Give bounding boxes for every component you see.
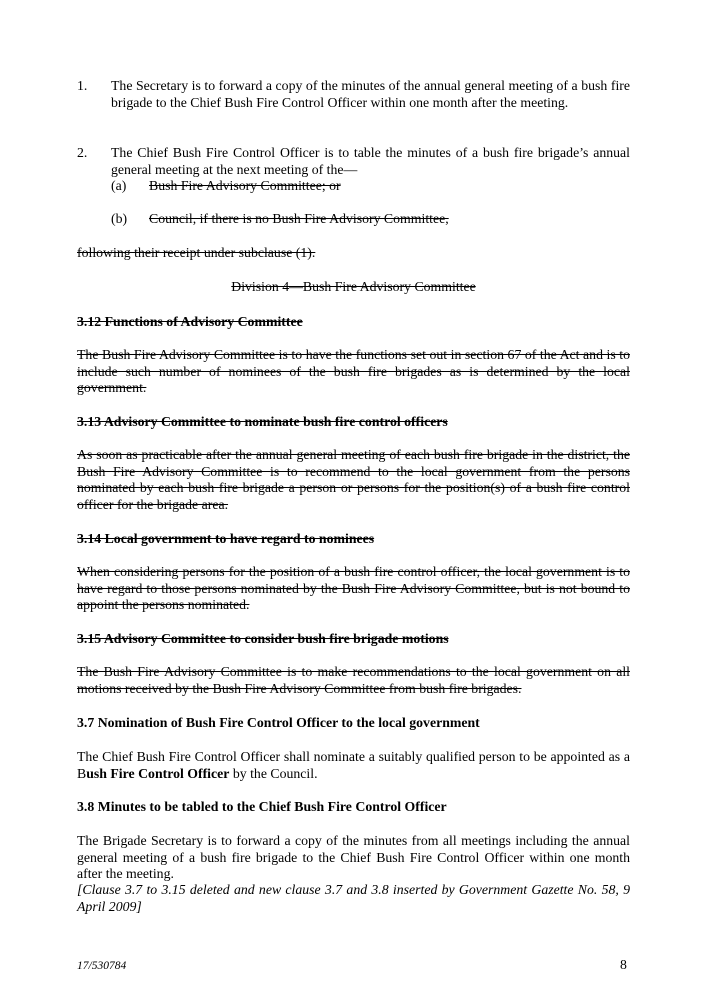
list-item-2 xyxy=(77,145,630,178)
section-3-15-body: The Bush Fire Advisory Committee is to make recommendations to the local government on all motions received by the Bush Fire Advisory Committee from bush fire brigades. xyxy=(77,664,630,696)
section-3-7-heading: 3.7 Nomination of Bush Fire Control Officer to the local government xyxy=(77,715,480,730)
document-reference: 17/530784 xyxy=(77,960,127,972)
sub-item-text: Council, if there is no Bush Fire Advisory Committee, xyxy=(149,211,449,226)
following-text: following their receipt under subclause (1). xyxy=(77,245,316,260)
section-3-8-heading: 3.8 Minutes to be tabled to the Chief Bush Fire Control Officer xyxy=(77,799,447,814)
page-number: 8 xyxy=(620,957,627,972)
list-item-1 xyxy=(77,78,630,111)
section-3-8-body: The Brigade Secretary is to forward a copy of the minutes from all meetings including the annual general meeting of a bush fire brigade to the Chief Bush Fire Control Officer within one month after the meeting. xyxy=(77,833,630,881)
division-title: Division 4—Bush Fire Advisory Committee xyxy=(231,279,476,294)
section-3-7-body-end: by the Council. xyxy=(229,765,318,781)
item-number: 2. xyxy=(77,145,88,160)
item-text: The Secretary is to forward a copy of the minutes of the annual general meeting of a bush fire brigade to the Chief Bush Fire Control Officer within one month after the meeting. xyxy=(111,78,630,110)
item-text: The Chief Bush Fire Control Officer is to table the minutes of a bush fire brigade’s annual general meeting at the next meeting of the— xyxy=(111,145,630,177)
section-3-13-heading: 3.13 Advisory Committee to nominate bush fire control officers xyxy=(77,414,448,429)
section-3-14-body: When considering persons for the position of a bush fire control officer, the local government is to have regard to those persons nominated by the Bush Fire Advisory Committee, but is not bound to appoint the persons nominated. xyxy=(77,564,630,612)
section-3-12-body: The Bush Fire Advisory Committee is to have the functions set out in section 67 of the Act and is to include such number of nominees of the bush fire brigades as is determined by the local government. xyxy=(77,347,630,395)
section-3-15-heading: 3.15 Advisory Committee to consider bush fire brigade motions xyxy=(77,631,449,646)
section-3-14-heading: 3.14 Local government to have regard to nominees xyxy=(77,531,375,546)
item-number: 1. xyxy=(77,78,88,93)
section-3-7-body-start: The Chief Bush Fire Control Officer shall nominate a suitably qualified person to be appointed as a B xyxy=(77,749,630,781)
sub-item-b xyxy=(111,211,449,228)
section-3-7-body-bold: ush Fire Control Officer xyxy=(86,765,230,781)
sub-item-label: (a) xyxy=(111,178,127,193)
section-3-13-body: As soon as practicable after the annual general meeting of each bush fire brigade in the district, the Bush Fire Advisory Committee is to recommend to the local government from the persons nominated by each bush fire brigade a person or persons for the position(s) of a bush fire control officer for the brigade area. xyxy=(77,447,630,512)
sub-item-label: (b) xyxy=(111,211,128,226)
section-3-12-heading: 3.12 Functions of Advisory Committee xyxy=(77,314,303,329)
sub-item-a xyxy=(111,178,341,195)
section-3-7-body xyxy=(77,749,630,782)
amendment-note: [Clause 3.7 to 3.15 deleted and new clause 3.7 and 3.8 inserted by Government Gazette No. 58, 9 April 2009] xyxy=(77,882,630,914)
sub-item-text: Bush Fire Advisory Committee; or xyxy=(149,178,341,193)
